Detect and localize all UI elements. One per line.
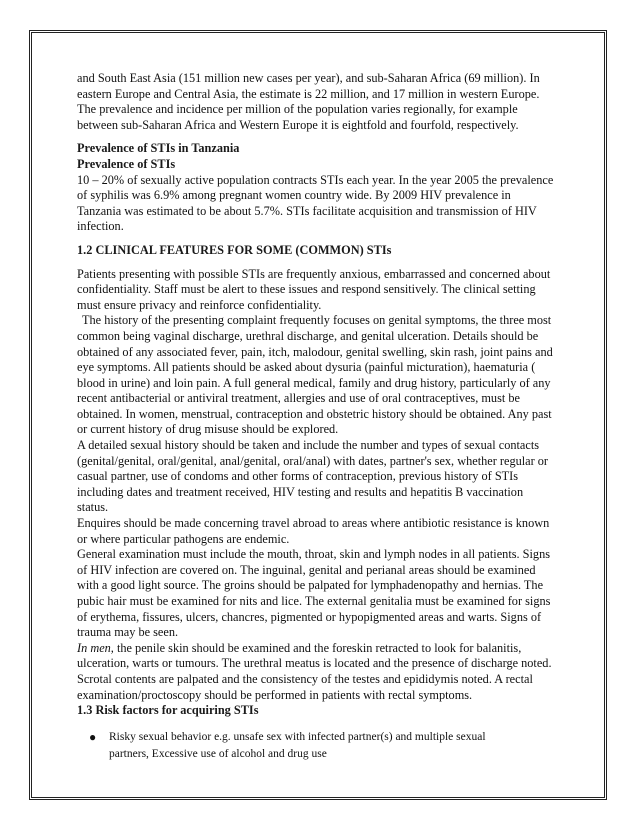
bullet-text: Risky sexual behavior e.g. unsafe sex with infected partner(s) and multiple sexual [109,730,486,743]
tanzania-line: Tanzania was estimated to be about 5.7%. STIs facilitate acquisition and transmission of HIV [77,203,537,218]
intro-line: between sub-Saharan Africa and Western Europe it is eightfold and fourfold, respectively. [77,117,519,132]
paragraph-line: of HIV infection are covered on. The inguinal, genital and perianal areas should be examined [77,562,536,577]
subheading-prevalence: Prevalence of STIs [77,156,176,171]
paragraph-line: (genital/genital, oral/genital, anal/genital, oral/anal) with dates, partner's sex, whether regular or [77,453,549,468]
paragraph-line: trauma may be seen. [77,625,179,640]
paragraph-line: A detailed sexual history should be taken and include the number and types of sexual contacts [77,438,540,453]
paragraph-line: pubic hair must be examined for nits and lice. The external genitalia must be examined for signs [77,594,551,608]
tanzania-line: infection. [77,219,124,234]
paragraph-line: of erythema, fissures, ulcers, chancres, pigmented or hypopigmented areas and warts. Signs of [77,609,542,624]
list-item [77,729,567,763]
tanzania-line: 10 – 20% of sexually active population contracts STIs each year. In the year 2005 the prevalence [77,172,554,187]
section-heading-risk: 1.3 Risk factors for acquiring STIs [77,703,259,718]
paragraph-line: status. [77,500,109,515]
paragraph-line: or where particular pathogens are endemic. [77,531,290,546]
intro-line: eastern Europe and Central Asia, the estimate is 22 million, and 17 million in western Europe. [77,86,540,101]
paragraph-line: The history of the presenting complaint frequently focuses on genital symptoms, the three most [82,313,552,328]
paragraph-line: Scrotal contents are palpated and the consistency of the testes and epididymis noted. A rectal [77,671,533,686]
paragraph-line: including dates and treatment received, HIV testing and results and hepatitis B vaccination [77,484,524,499]
bullet-text: partners, Excessive use of alcohol and drug use [109,747,327,760]
document-body [77,71,567,763]
paragraph-line: obtained. In women, menstrual, contraception and obstetric history should be obtained. Any past [77,406,552,421]
in-men-lead: In men, [77,640,114,655]
paragraph-line: General examination must include the mouth, throat, skin and lymph nodes in all patients. Signs [77,547,551,562]
paragraph-line: must ensure privacy and reinforce confidentiality. [77,297,322,312]
intro-line: The prevalence and incidence per million of the population varies regionally, for example [77,102,518,117]
paragraph-line: casual partner, use of condoms and other forms of contraception, previous history of STIs [77,469,519,484]
section-heading-tanzania: Prevalence of STIs in Tanzania [77,141,240,156]
paragraph-line: Enquires should be made concerning travel abroad to areas where antibiotic resistance is known [77,516,550,531]
paragraph-line: with a good light source. The groins should be palpated for lymphadenopathy and hernias. The [77,578,544,593]
paragraph-line: Patients presenting with possible STIs are frequently anxious, embarrassed and concerned about [77,266,551,281]
paragraph-line: obtained of any associated fever, pain, itch, malodour, genital swelling, skin rash, joint pains and [77,344,553,359]
in-men-text: the penile skin should be examined and the foreskin retracted to look for balanitis, [113,640,522,655]
paragraph-line: eye symptoms. All patients should be asked about dysuria (painful micturation), haematuria ( [77,360,536,375]
bullet-icon: ● [89,729,97,744]
intro-line: and South East Asia (151 million new cases per year), and sub-Saharan Africa (69 million). In [77,71,540,85]
paragraph-line: blood in urine) and loin pain. A full general medical, family and drug history, particularly of any [77,375,551,390]
paragraph-line: recent antibacterial or antiviral treatment, allergies and use of oral contraceptives, must be [77,391,520,406]
paragraph-line: or current history of drug misuse should be explored. [77,422,339,437]
risk-factor-list [77,729,567,763]
tanzania-line: of syphilis was 6.9% among pregnant women country wide. By 2009 HIV prevalence in [77,188,511,203]
paragraph-line: confidentiality. Staff must be alert to these issues and respond sensitively. The clinical setting [77,282,536,297]
paragraph-line [77,641,567,657]
paragraph-line: common being vaginal discharge, urethral discharge, and genital ulceration. Details should be [77,328,539,343]
paragraph-line: examination/proctoscopy should be performed in patients with rectal symptoms. [77,687,473,702]
paragraph-line: ulceration, warts or tumours. The urethral meatus is located and the presence of discharge noted. [77,656,552,671]
section-heading-clinical: 1.2 CLINICAL FEATURES FOR SOME (COMMON) STIs [77,242,392,257]
